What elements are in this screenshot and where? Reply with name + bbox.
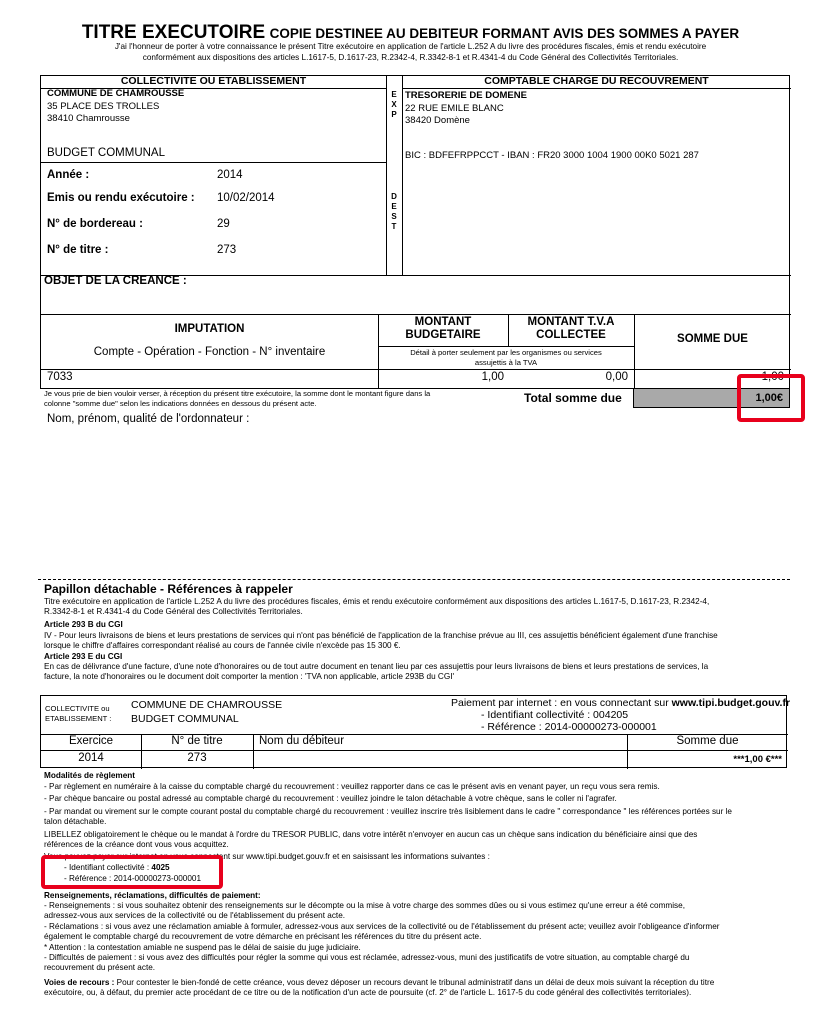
col-imputation-sub: Compte - Opération - Fonction - N° inventaire [93,346,326,358]
titre-main-box [40,75,790,389]
coupon-col-titre: N° de titre [171,735,223,747]
modalites-title: Modalités de règlement [44,771,135,780]
row-montant: 1,00 [481,371,504,383]
coupon-ref: - Référence : 2014-00000273-000001 [481,721,657,733]
coupon-val-exercice: 2014 [78,752,104,764]
papillon-text: Titre exécutoire en application de l'article L.252 A du livre des procédures fiscales, émis et rendu exécutoire conformément aux dispositions des articles L.1617-5, D.1617-23, R.2342-4, R.3342-8-1 et R.4341-4 du Code Général des Collectivités Territoriales. [44,597,710,617]
title-main: TITRE EXECUTOIRE [81,22,266,43]
total-value: 1,00€ [755,392,783,404]
annee-label: Année : [47,169,90,181]
pay-note: Je vous prie de bien vouloir verser, à réception du présent titre exécutoire, la somme dont le montant figure dans la colonne "somme due" selon les indications données en dessous du présent acte. [44,389,431,408]
coupon-col-exercice: Exercice [68,735,114,747]
col-somme-due: SOMME DUE [677,333,748,345]
art-293b-text: IV - Pour leurs livraisons de biens et leurs prestations de services qui n'ont pas bénéficié de l'application de la franchise prévue au III, ces assujettis bénéficient également d'une franchise lorsque le chiffre d'affaires correspondant réalisé au cours de l'année civile n'excède pas 15 300 €. [44,631,718,651]
col-imputation: IMPUTATION [174,323,245,335]
coupon-val-somme: ***1,00 €*** [733,754,782,765]
coupon-budget: BUDGET COMMUNAL [131,713,239,725]
exp-label: E X P [391,90,397,119]
total-highlight-box [737,374,805,422]
dest-label: D E S T [391,192,397,231]
cut-line [38,579,790,580]
collectivite-name: COMMUNE DE CHAMROUSSE [47,88,185,99]
col-montant: MONTANT BUDGETAIRE [405,316,481,341]
row-tva: 0,00 [605,371,628,383]
tipi-identifiers: - Identifiant collectivité : 4025 - Référence : 2014-00000273-000001 [64,863,202,883]
voies-de-recours: Voies de recours : Pour contester le bien-fondé de cette créance, vous devez déposer un recours devant le tribunal administratif dans un délai de deux mois suivant la réception du titre exécutoire, ou, à défaut, du premier acte procédant de ce titre ou de la notification d'un acte de poursuite (cf. 2° de l'article L. 1617-5 du code général des collectivités territoriales). [44,978,715,998]
emis-label: Emis ou rendu exécutoire : [47,192,195,204]
comptable-heading: COMPTABLE CHARGE DU RECOUVREMENT [484,75,709,87]
collectivite-address-2: 38410 Chamrousse [47,113,130,124]
intro-line-1: J'ai l'honneur de porter à votre connaissance le présent Titre exécutoire en application de l'article L.252 A du livre des procédures fiscales, émis et rendu exécutoire [114,42,707,51]
bordereau-label: N° de bordereau : [47,218,143,230]
titre-label: N° de titre : [47,244,109,256]
detail-note: Détail à porter seulement par les organismes ou services assujettis à la TVA [410,348,602,367]
bordereau-value: 29 [217,218,230,230]
coupon-internet: Paiement par internet : en vous connectant sur www.tipi.budget.gouv.fr [451,697,791,709]
renseignements-text: - Renseignements : si vous souhaitez obtenir des renseignements sur le décompte ou la mise à votre charge des sommes dûes ou si vous estimez qu'une erreur a été commise, adressez-vous aux services de la collectivité ou de l'établissement du présent acte. - Réclamations : si vous avez une réclamation amiable à formuler, adressez-vous aux services de la collectivité ou de l'établissement du présent acte; veuillez avoir l'obligeance d'informer également le comptable chargé du recouvrement de votre démarche en précisant les références du titre du présent acte. * Attention : la contestation amiable ne suspend pas le délai de saisie du juge judiciaire. - Difficultés de paiement : si vous avez des difficultés pour régler la somme qui vous est réclamée, adressez-vous, muni des justificatifs de votre situation, au comptable chargé du recouvrement du présent acte. [44,901,720,973]
emis-value: 10/02/2014 [217,192,275,204]
titre-value: 273 [217,244,237,256]
coupon-box [40,695,791,768]
col-tva: MONTANT T.V.A COLLECTEE [527,316,615,341]
coupon-collectivite-label: COLLECTIVITE ou ETABLISSEMENT : [45,704,112,723]
objet-label: OBJET DE LA CREANCE : [44,275,187,287]
coupon-id: - Identifiant collectivité : 004205 [481,709,629,721]
coupon-col-debiteur: Nom du débiteur [259,735,345,747]
art-293b-title: Article 293 B du CGI [44,620,123,629]
total-label: Total somme due [524,391,622,405]
annee-value: 2014 [217,169,243,181]
document-title [0,22,821,44]
art-293e-title: Article 293 E du CGI [44,652,123,661]
intro-line-2: conformément aux dispositions des articles L.1617-5, D.1617-23, R.2342-4, R.3342-8-1 et R.4341-4 du Code Général des Collectivités Territoriales. [142,53,679,62]
comptable-name: TRESORERIE DE DOMENE [405,90,527,101]
modalites-text: - Par règlement en numéraire à la caisse du comptable chargé du recouvrement : veuillez rapporter dans ce cas le présent avis en venant payer, un reçu vous sera remis. - Par chèque bancaire ou postal adressé au comptable chargé du recouvrement : veuillez joindre le talon détachable à votre chèque, sans le coller ni l'agrafer. - Par mandat ou virement sur le compte courant postal du comptable chargé du recouvrement : veuillez inscrire très lisiblement dans le cadre " correspondance " les références portées sur le talon détachable. LIBELLEZ obligatoirement le chèque ou le mandat à l'ordre du TRESOR PUBLIC, dans votre intérêt n'envoyer en aucun cas un chèque sans indication du bénéficiaire ainsi que des références de la créance dont vous vous acquittez. Vous pouvez payer sur internet en vous connectant sur www.tipi.budget.gouv.fr et en saisissant les informations suivantes : [44,782,732,862]
comptable-address-2: 38420 Domène [405,115,470,126]
renseignements-title: Renseignements, réclamations, difficultés de paiement: [44,891,261,900]
coupon-col-somme: Somme due [676,735,739,747]
collectivite-heading: COLLECTIVITE OU ETABLISSEMENT [120,75,307,87]
title-sub: COPIE DESTINEE AU DEBITEUR FORMANT AVIS DES SOMMES A PAYER [269,26,740,41]
art-293e-text: En cas de délivrance d'une facture, d'une note d'honoraires ou de tout autre document en tenant lieu par ces assujettis pour leurs livraisons de biens et leurs prestations de services, la facture, la note d'honoraires ou le document doit comporter la mention : 'TVA non applicable, article 293B du CGI' [44,662,709,682]
comptable-address-1: 22 RUE EMILE BLANC [405,103,504,114]
row-somme: 1,00 [761,371,784,383]
tipi-highlight-box [41,855,223,889]
papillon-title: Papillon détachable - Références à rappeler [44,582,293,596]
coupon-val-titre: 273 [187,752,207,764]
comptable-bank: BIC : BDFEFRPPCCT - IBAN : FR20 3000 1004 1900 00K0 5021 287 [405,150,699,161]
collectivite-address-1: 35 PLACE DES TROLLES [47,101,160,112]
row-account: 7033 [47,371,73,383]
coupon-collectivite-name: COMMUNE DE CHAMROUSSE [131,699,283,711]
ordonnateur-label: Nom, prénom, qualité de l'ordonnateur : [47,413,250,425]
collectivite-budget: BUDGET COMMUNAL [47,147,165,159]
